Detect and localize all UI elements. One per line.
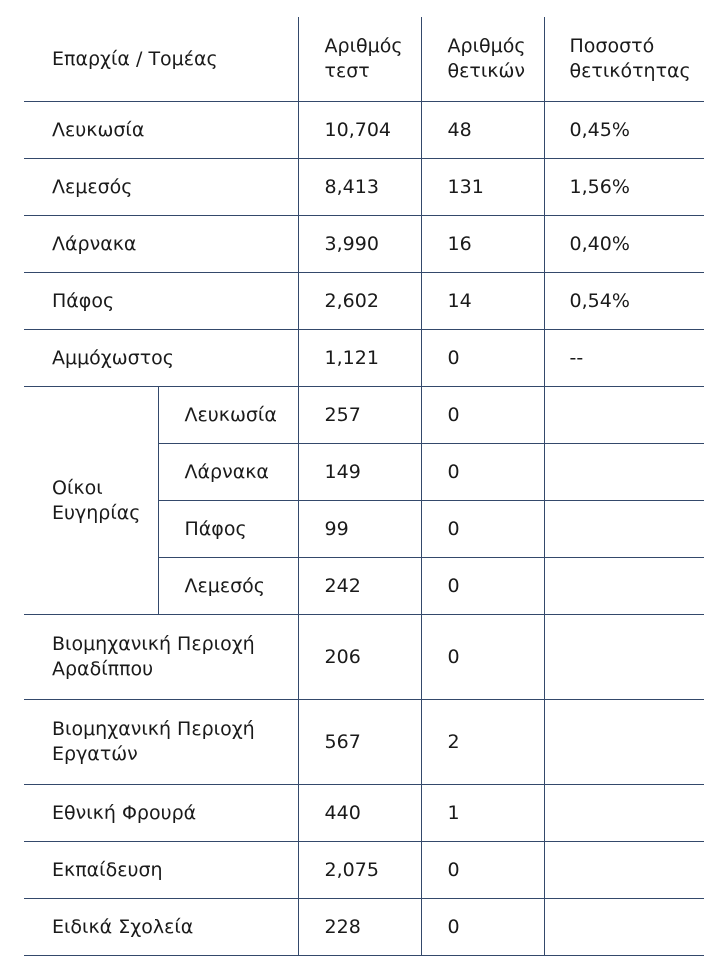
header-tests: Αριθμός τεστ <box>298 17 421 102</box>
care-home-region: Λεμεσός <box>158 558 298 615</box>
tests-count: 99 <box>298 501 421 558</box>
positives-count: 0 <box>421 842 544 899</box>
region-name: Πάφος <box>24 273 298 330</box>
table-row <box>24 216 704 273</box>
table-row <box>24 330 704 387</box>
testing-results-table <box>24 17 704 956</box>
tests-count: 10,704 <box>298 102 421 159</box>
table-row <box>24 842 704 899</box>
tests-count: 440 <box>298 785 421 842</box>
header-region: Επαρχία / Τομέας <box>24 17 298 102</box>
table-row <box>24 273 704 330</box>
positives-count: 0 <box>421 330 544 387</box>
positives-count: 14 <box>421 273 544 330</box>
table-header-row <box>24 17 704 102</box>
positivity-rate <box>544 700 704 785</box>
tests-count: 228 <box>298 899 421 956</box>
table-row <box>24 700 704 785</box>
region-name: Αμμόχωστος <box>24 330 298 387</box>
positives-count: 0 <box>421 444 544 501</box>
positives-count: 1 <box>421 785 544 842</box>
positivity-rate <box>544 501 704 558</box>
positives-count: 48 <box>421 102 544 159</box>
table-row <box>24 102 704 159</box>
tests-count: 8,413 <box>298 159 421 216</box>
positives-count: 0 <box>421 558 544 615</box>
sector-name: Εκπαίδευση <box>24 842 298 899</box>
care-home-region: Λάρνακα <box>158 444 298 501</box>
positivity-rate: 0,45% <box>544 102 704 159</box>
positivity-rate <box>544 558 704 615</box>
positives-count: 131 <box>421 159 544 216</box>
positivity-rate <box>544 899 704 956</box>
positivity-rate: 0,54% <box>544 273 704 330</box>
sector-name: Εθνική Φρουρά <box>24 785 298 842</box>
tests-count: 2,602 <box>298 273 421 330</box>
positivity-rate: 1,56% <box>544 159 704 216</box>
table-row <box>24 159 704 216</box>
positives-count: 0 <box>421 615 544 700</box>
positivity-rate <box>544 387 704 444</box>
table-row <box>24 387 704 444</box>
care-home-region: Πάφος <box>158 501 298 558</box>
tests-count: 242 <box>298 558 421 615</box>
tests-count: 3,990 <box>298 216 421 273</box>
positivity-rate <box>544 785 704 842</box>
region-name: Λεμεσός <box>24 159 298 216</box>
table-row <box>24 615 704 700</box>
care-home-region: Λευκωσία <box>158 387 298 444</box>
positives-count: 2 <box>421 700 544 785</box>
tests-count: 257 <box>298 387 421 444</box>
header-positives: Αριθμός θετικών <box>421 17 544 102</box>
region-name: Λευκωσία <box>24 102 298 159</box>
tests-count: 2,075 <box>298 842 421 899</box>
positives-count: 0 <box>421 387 544 444</box>
tests-count: 206 <box>298 615 421 700</box>
tests-count: 567 <box>298 700 421 785</box>
table-row <box>24 899 704 956</box>
positivity-rate <box>544 615 704 700</box>
positivity-rate: 0,40% <box>544 216 704 273</box>
sector-name: Βιομηχανική Περιοχή Αραδίππου <box>24 615 298 700</box>
sector-name: Βιομηχανική Περιοχή Εργατών <box>24 700 298 785</box>
positives-count: 0 <box>421 899 544 956</box>
positives-count: 16 <box>421 216 544 273</box>
tests-count: 1,121 <box>298 330 421 387</box>
sector-name: Ειδικά Σχολεία <box>24 899 298 956</box>
care-homes-group-label: Οίκοι Ευγηρίας <box>24 387 158 615</box>
header-positivity-rate: Ποσοστό θετικότητας <box>544 17 704 102</box>
region-name: Λάρνακα <box>24 216 298 273</box>
positivity-rate: -- <box>544 330 704 387</box>
table-row <box>24 785 704 842</box>
positives-count: 0 <box>421 501 544 558</box>
positivity-rate <box>544 842 704 899</box>
positivity-rate <box>544 444 704 501</box>
tests-count: 149 <box>298 444 421 501</box>
